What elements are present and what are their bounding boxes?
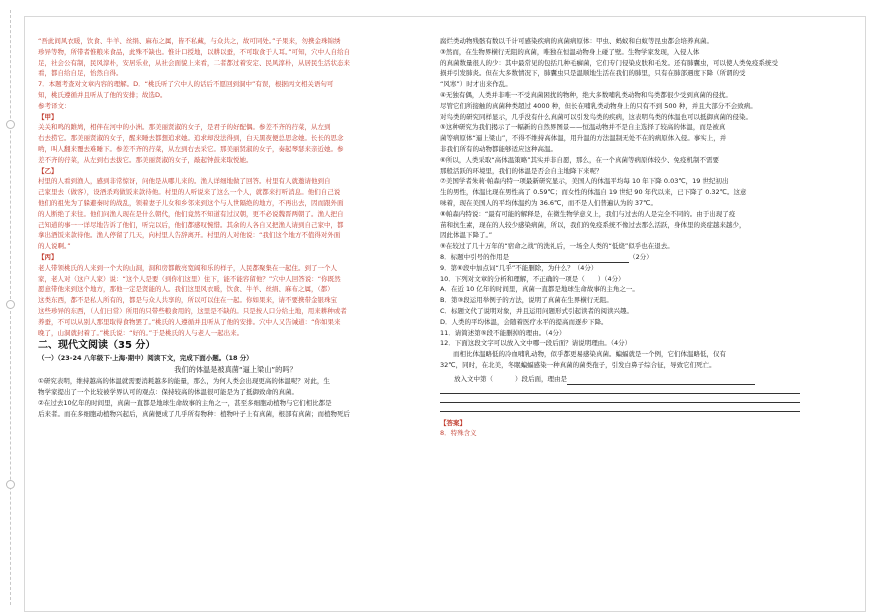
text-line: ④无独有偶，人类并非唯一不受真菌困扰的物种，绝大多数哺乳类动物和鸟类都很少受到真菌的侵扰。 [440, 90, 732, 99]
bing-translation [38, 263, 433, 339]
question-score: （2分） [629, 252, 653, 261]
text-line: 关关和鸣的雎鸠，相伴在河中的小洲。那美丽贤淑的女子，是君子的好配偶。参差不齐的荇菜，从左到 [38, 123, 331, 132]
question-text: 10．下列对文章的分析和理解，不正确的一项是（ ） [440, 274, 605, 283]
q7-explanation [38, 79, 433, 101]
text-line: 晚了，山洞就封着了。”桃氏说：“好的。”于是桃氏的人与老人一起出来。 [38, 328, 244, 337]
article-paragraph-5 [440, 122, 835, 154]
answer-prompt-middle: ）段后面，理由是 [515, 374, 567, 383]
question-12-material [440, 349, 835, 371]
left-column [38, 36, 433, 419]
text-line: 这类东西，都不是私人所有的，都是与众人共享的，所以可以住在一起。你如果来，请不要携带金银珠宝 [38, 296, 337, 305]
article-paragraph-6 [440, 155, 835, 177]
text-line: ⑤这种研究为我们揭示了一幅新的自然界图景——恒温动物并不是自主选择了较高的体温，而是被真 [440, 123, 726, 132]
question-score: （4分） [545, 328, 566, 337]
text-line: 损并引发肺炎。但在大多数情况下，肺囊虫只是温顺地生活在我们的肺里，只有在肺部遇度下降（所谓的受 [440, 69, 746, 78]
option-b[interactable]: B．第③段运用举例子的方法，说明了真菌在生界横行无阻。 [440, 296, 613, 305]
option-c[interactable]: C．标题文代了说明对象，并且运用问题形式引起读者的阅读兴趣。 [440, 306, 634, 315]
text-line: 苗和抗生素，现在的人较少感染病菌，所以，我们的免疫系统不像过去那么活跃，身体里的炎症越来越少， [440, 220, 746, 229]
text-line: ⑥所以，人类采取“高体温策略”其实并非自愿，那么，在一个真菌等病原体较少、免疫机制不需要 [440, 155, 720, 164]
text-line: ①研究表明，维持越高的体温就需要消耗越多的能量，那么，为何人类会出现更高的体温呢？对此，生 [38, 377, 330, 386]
binding-margin [0, 0, 22, 615]
text-line: 后来者。而在多细胞动植物兴起后，真菌便成了几乎所有物种：植物叶子上有真菌，根部有真菌；而植物死后 [38, 409, 350, 418]
text-line: 因此体温下降了。” [440, 231, 493, 240]
text-line: 差不齐的荇菜，从左到右去拔它。那美丽贤淑的女子，敲起钟鼓来取悦她。 [38, 155, 253, 164]
answer-tag: 【答案】 [440, 418, 466, 427]
text-line: 腐烂类动物残骸有数以千计可感染疾病的真菌病原体：甲虫、蚂蚁和白蚁等昆虫都会培养真菌。 [440, 37, 713, 45]
text-line: “风寒”）时才出来作乱。 [440, 80, 512, 89]
article-paragraph-4 [440, 90, 835, 122]
answer-line[interactable] [440, 402, 800, 403]
article-paragraph-2 [38, 398, 433, 420]
binding-hole-icon [6, 300, 15, 309]
article-paragraph-3 [440, 47, 835, 90]
question-8 [440, 252, 835, 263]
question-10 [440, 274, 835, 285]
text-line: ②在过去10亿年的时间里，真菌一直都是地球生命故事的主角之一，甚至多细胞动植物与它们相比都是 [38, 398, 332, 407]
yi-label: 【乙】 [38, 166, 58, 175]
text-line: “吾此间风衣暖，饮食、牛羊、丝绢、麻布之属，皆不私藏，与众共之，故可同处。”子果来，勿携金珠锦绣 [38, 37, 341, 45]
text-line: 拿出酒饭来款待他。渔人停留了几天，向村里人告辞离开。村里的人对他说：“我们这个地方不值得对外面 [38, 231, 341, 240]
text-line: 味着，现在美国人的平均体温约为 36.6℃，而不是人们普遍认为的 37℃。 [440, 198, 657, 207]
sub-heading: （一）（23-24 八年级下·上海·期中）阅读下文，完成下面小题。（18 分） [38, 354, 253, 363]
text-line: 他们的祖先为了躲避秦时的战乱，领着妻子儿女和乡邻来到这个与人世隔绝的地方，不再出去，因而跟外面 [38, 198, 344, 207]
text-line: 愿意带他来到这个地方，那他一定是贤能的人。我们这里风衣暖，饮食、牛羊、丝绢、麻布之属，（都） [38, 285, 334, 294]
text-line: 村里的人看到渔人，感到非常惊讶，问他是从哪儿来的。渔人详细地做了回答。村里有人就邀请他到自 [38, 177, 331, 186]
jia-label: 【甲】 [38, 112, 58, 121]
reference-label: 参考译文： [38, 101, 71, 110]
text-line: 的人断绝了来往。他们问渔人现在是什么朝代，他们竟然不知道有过汉朝，更不必说魏晋两朝了。渔人把自 [38, 209, 344, 218]
jia-translation [38, 122, 433, 165]
text-line: 物学家提出了一个比较被学界认可的观点：保持较高的体温很可能是为了抵御致命的真菌。 [38, 387, 298, 396]
text-line: 7．本题考查对文章内容的理解。D．“桃氏听了穴中人的话后不愿回到洞中”有误，根据丙文相关语句可 [38, 80, 334, 89]
question-text: 8．标题中引号的作用是 [440, 252, 510, 261]
option-d[interactable]: D．人类的平均体温，会随着医疗水平的提高而逐步下降。 [440, 317, 608, 326]
answer-8: 8．特殊含义 [440, 429, 477, 438]
answer-blank[interactable] [567, 376, 755, 385]
text-line: 那般活跃的环境里，我们的体温是否会自主地降下来呢？ [440, 166, 603, 175]
article-paragraph-7 [440, 176, 835, 208]
text-line: 养蚕，不可以从别人那里取得食物罢了。”桃氏的人遵循并且听从了他的安排。穴中人又告诫道：“你如果来 [38, 317, 341, 326]
answer-line[interactable] [440, 393, 800, 394]
binding-hole-icon [6, 480, 15, 489]
text-line: 老人带领桃氏的人来到一个大的山洞，洞和房都敞亮宽阔和乐的样子，人民都聚集在一起住。到了一个人 [38, 263, 337, 272]
article-paragraph-8 [440, 209, 835, 241]
article-paragraph-1 [38, 376, 433, 398]
section-heading: 二、现代文阅读（35 分） [38, 340, 156, 352]
text-line: 尽管它们所接触的真菌种类超过 4000 种，但长在哺乳类动物身上的只有不到 500 种，并且大部分不会致病。 [440, 101, 757, 110]
text-line: 菌等病原体“逼上梁山”，不得不维持高体温，用升温的方法温制无处不在的病原体入侵。事实上，并 [440, 134, 727, 143]
answer-line[interactable] [440, 411, 800, 412]
text-line: 足，社会公有制，民风淳朴，安居乐业，从社会面貌上来看，二者都过着安定、民风淳朴，从居民生活状态来 [38, 58, 350, 67]
question-score: （4分） [610, 339, 632, 348]
answer-prompt [440, 374, 835, 385]
text-line: 家，老人对（这户人家）说：“这个人是要（到你们这里）住下，能不能容留他？”穴中人回答说：“你既然 [38, 274, 341, 283]
question-text: 12．下面这段文字可以放入文中哪一段后面？请说明理由。 [440, 339, 611, 348]
text-line: 生的男性，体温比现在男性高了 0.59℃；而女性的体温自 19 世纪 90 年代以来，已下降了 0.32℃。这意 [440, 188, 747, 197]
text-line: 珍异等物，所带者惟粮米食品，此殊不缺也。惟计口授地，以耕以蚕，不可取食于人耳。”可知，穴中人自给自 [38, 47, 351, 56]
text-line: 的真菌数量很人的少：其中最常见的包括几种毛癣菌，它们专门侵染皮肤和毛发。还有肺囊虫，可以使人类免疫系统受 [440, 58, 778, 67]
text-line: 右去捞它。那美丽贤淑的女子，醒来睡去都想追求她。追求却没法得到，白天黑夜便总思念她。长长的思念 [38, 134, 344, 143]
text-line: 这些珍异的东西，（人们日常）所用的只带些粮食用的，这里是不缺的。只是按人口分给土地，用来耕种或者 [38, 306, 347, 315]
text-line: ⑧帕森内特说：“最有可能的解释是，在微生物学意义上，我们与过去的人是完全不同的。由于出现了疫 [440, 209, 736, 218]
yi-translation [38, 176, 433, 252]
bing-label: 【丙】 [38, 252, 58, 261]
question-9 [440, 263, 835, 274]
article-title: 我们的体温是被真菌“逼上梁山”的吗？ [174, 365, 297, 375]
answer-blank[interactable] [509, 254, 629, 263]
text-line: 看，都自给自足，怡然自得。 [38, 69, 123, 78]
text-line: 对鸟类的研究同样显示，几乎没有什么真菌可以引发鸟类的疾病，这表明鸟类的体温也可以抵御真菌的侵染。 [440, 112, 752, 121]
text-line: ⑦美国学者朱莉·帕森内特一项最新研究显示，美国人的体温平均每 10 年下降 0.03℃，19 世纪初出 [440, 177, 729, 186]
text-line: 的人说啊。” [38, 242, 71, 251]
right-column [440, 36, 835, 439]
article-paragraph-9 [440, 241, 835, 252]
text-line: 非我们所有的动物都能够适应这种高温。 [440, 144, 557, 153]
option-a[interactable]: A．在近 10 亿年的时间里，真菌一直都是地球生命故事的主角之一。 [440, 285, 639, 294]
question-11 [440, 328, 835, 339]
text-line: 而相比体温略低的冷血哺乳动物，似乎都更易感染真菌。蝙蝠就是一个例，它们体温略低，仅有 [453, 350, 726, 359]
text-line: 己知道的事一一详尽地告诉了他们，听完以后，他们都感叹惋惜。其余的人各自又把渔人请到自己家中，都 [38, 220, 344, 229]
question-12 [440, 338, 835, 349]
text-line: 知，桃氏遵循并且听从了他的安排；故选D。 [38, 90, 167, 99]
question-text: 9．第⑥段中加点词“几乎”不能删除，为什么？ [440, 263, 574, 272]
text-line: 哟，叫人翻来覆去难睡下。参差不齐的荇菜，从左到右去采它。那美丽贤淑的女子，奏起琴瑟来亲近她。参 [38, 144, 344, 153]
text-line: ③然而，在生物界横行无阻的真菌，唯独在恒温动物身上碰了壁。生物学家发现，入侵人体 [440, 47, 700, 56]
intro-text [38, 36, 433, 79]
question-text: 11．请简述第⑤段不能删掉的理由。 [440, 328, 546, 337]
text-line: 32℃，同时，在北美，冬眠蝙蝠感染一种真菌的菌类孢子，引发白鼻子综合征，导致它们死亡。 [440, 360, 716, 369]
answer-prompt-prefix: 放入文中第（ [454, 374, 493, 383]
binding-hole-icon [6, 120, 15, 129]
text-line: 己家里去（做客），设酒杀鸡做饭来款待他。村里的人听说来了这么一个人，就都来打听消息。他们自己说 [38, 188, 341, 197]
text-line: ⑨在较过了几十万年的“宿命之战”的洗礼后，一场全人类的“低烧”似乎也在退去。 [440, 242, 674, 251]
question-score: （4分） [604, 274, 625, 283]
question-score: （4分） [573, 263, 598, 272]
